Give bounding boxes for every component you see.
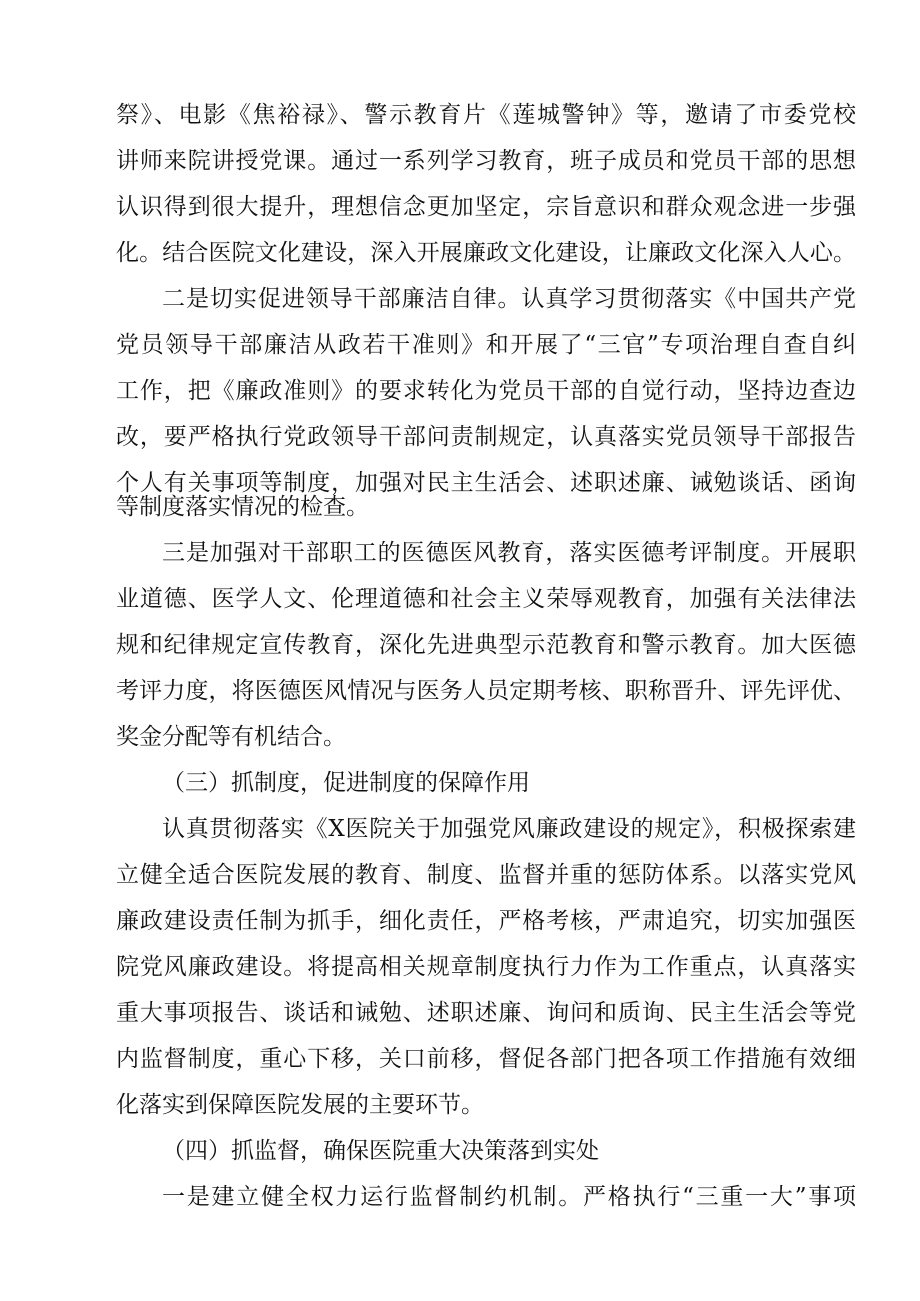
- section-heading-4: （四）抓监督，确保医院重大决策落到实处: [162, 1138, 599, 1164]
- text-line: 讲师来院讲授党课。通过一系列学习教育，班子成员和党员干部的思想: [116, 148, 856, 174]
- text-line: 立健全适合医院发展的教育、制度、监督并重的惩防体系。以落实党风: [116, 862, 856, 888]
- text-line: 工作，把《廉政准则》的要求转化为党员干部的自觉行动，坚持边查边: [116, 378, 856, 404]
- text-line: 祭》、电影《焦裕禄》、警示教育片《莲城警钟》等，邀请了市委党校: [116, 102, 856, 128]
- paragraph-last-line: 化落实到保障医院发展的主要环节。: [116, 1092, 484, 1118]
- paragraph-first-line: 二是切实促进领导干部廉洁自律。认真学习贯彻落实《中国共产党: [162, 286, 856, 312]
- text-line: 院党风廉政建设。将提高相关规章制度执行力作为工作重点，认真落实: [116, 954, 856, 980]
- paragraph-first-line: 一是建立健全权力运行监督制约机制。严格执行“三重一大”事项: [162, 1184, 856, 1210]
- text-line: 化。结合医院文化建设，深入开展廉政文化建设，让廉政文化深入人心。: [116, 240, 856, 266]
- text-line: 内监督制度，重心下移，关口前移，督促各部门把各项工作措施有效细: [116, 1046, 856, 1072]
- text-line: 认识得到很大提升，理想信念更加坚定，宗旨意识和群众观念进一步强: [116, 194, 856, 220]
- paragraph-last-line: 奖金分配等有机结合。: [116, 724, 346, 750]
- text-line: 考评力度，将医德医风情况与医务人员定期考核、职称晋升、评先评优、: [116, 678, 856, 704]
- text-line: 规和纪律规定宣传教育，深化先进典型示范教育和警示教育。加大医德: [116, 632, 856, 658]
- paragraph-first-line: 三是加强对干部职工的医德医风教育，落实医德考评制度。开展职: [162, 540, 856, 566]
- text-line: 改，要严格执行党政领导干部问责制规定，认真落实党员领导干部报告: [116, 424, 856, 450]
- section-heading-3: （三）抓制度，促进制度的保障作用: [162, 770, 530, 796]
- text-line: 重大事项报告、谈话和诫勉、述职述廉、询问和质询、民主生活会等党: [116, 1000, 856, 1026]
- paragraph-first-line: 认真贯彻落实《X医院关于加强党风廉政建设的规定》，积极探索建: [162, 816, 856, 842]
- paragraph-last-line: 等制度落实情况的检查。: [116, 494, 369, 520]
- text-line: 个人有关事项等制度，加强对民主生活会、述职述廉、诫勉谈话、函询: [116, 470, 856, 496]
- text-line: 业道德、医学人文、伦理道德和社会主义荣辱观教育，加强有关法律法: [116, 586, 856, 612]
- text-line: 廉政建设责任制为抓手，细化责任，严格考核，严肃追究，切实加强医: [116, 908, 856, 934]
- text-line: 党员领导干部廉洁从政若干准则》和开展了“三官”专项治理自查自纠: [116, 332, 856, 358]
